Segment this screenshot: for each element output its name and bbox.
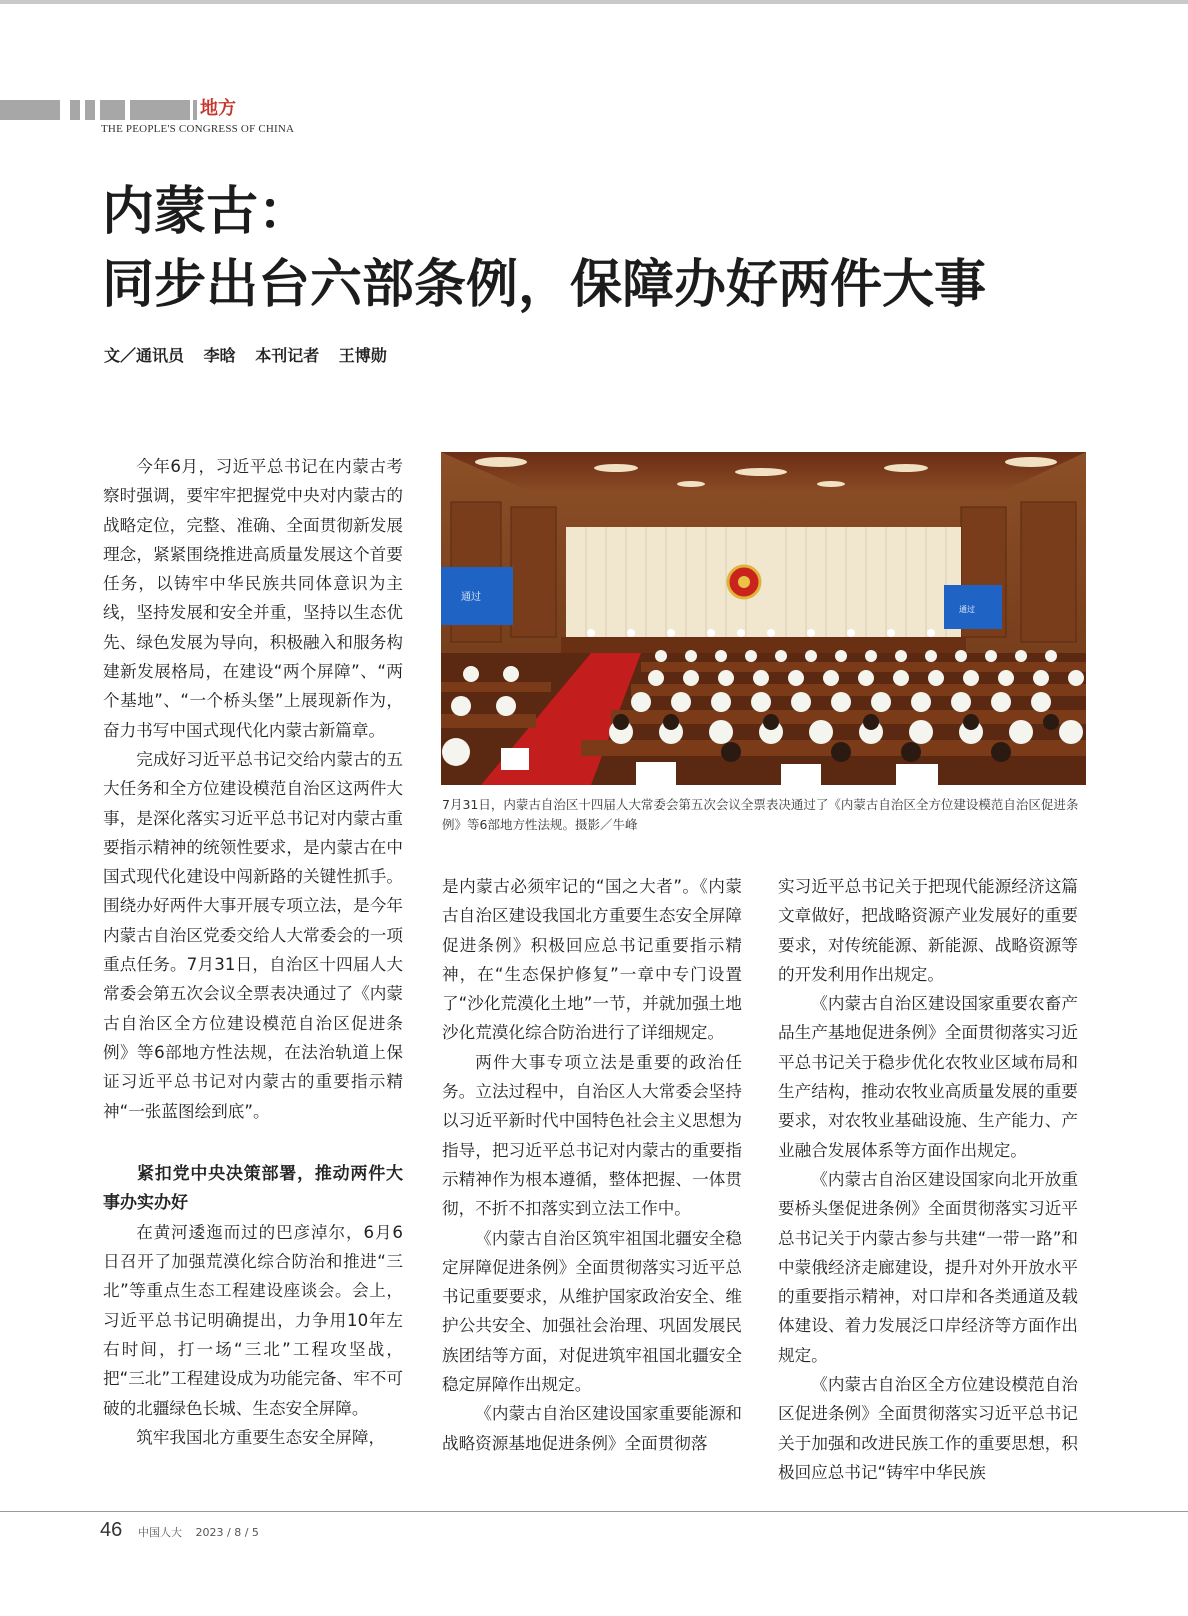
body-column-1 xyxy=(103,452,403,1452)
meeting-photo xyxy=(441,452,1086,785)
issue-date: 2023 / 8 / 5 xyxy=(195,1526,259,1539)
byline-author: 李晗 xyxy=(203,346,236,365)
subheading: 紧扣党中央决策部署，推动两件大事办实办好 xyxy=(103,1163,403,1213)
paragraph: 《内蒙古自治区建设国家向北开放重要桥头堡促进条例》全面贯彻落实习近平总书记关于内蒙古参与共建“一带一路”和中蒙俄经济走廊建设，提升对外开放水平的重要指示精神，对口岸和各类通道及载体建设、着力发展泛口岸经济等方面作出规定。 xyxy=(778,1169,1078,1365)
header-bar-decoration xyxy=(85,100,95,120)
magazine-subtitle: THE PEOPLE'S CONGRESS OF CHINA xyxy=(101,123,295,135)
article-title-line1: 内蒙古： xyxy=(102,182,311,242)
paragraph: 完成好习近平总书记交给内蒙古的五大任务和全方位建设模范自治区这两件大事，是深化落实习近平总书记对内蒙古重要指示精神的统领性要求，是内蒙古在中国式现代化建设中闯新路的关键性抓手。围绕办好两件大事开展专项立法，是今年内蒙古自治区党委交给人大常委会的一项重点任务。7月31日，自治区十四届人大常委会第五次会议全票表决通过了《内蒙古自治区全方位建设模范自治区促进条例》等6部地方性法规，在法治轨道上保证习近平总书记对内蒙古的重要指示精神“一张蓝图绘到底”。 xyxy=(103,749,403,1121)
byline-prefix: 文／通讯员 xyxy=(104,346,185,365)
screen-text: 通过 xyxy=(461,592,481,603)
paragraph: 《内蒙古自治区建设国家重要能源和战略资源基地促进条例》全面贯彻落 xyxy=(442,1404,742,1453)
header-bar-decoration xyxy=(100,100,125,120)
header-bar-decoration xyxy=(70,100,80,120)
paragraph: 筑牢我国北方重要生态安全屏障， xyxy=(136,1427,386,1447)
page-number: 46 xyxy=(100,1519,123,1541)
header-bar-decoration xyxy=(0,100,60,120)
footer-info xyxy=(138,1524,269,1540)
top-rule xyxy=(0,0,1188,4)
paragraph: 两件大事专项立法是重要的政治任务。立法过程中，自治区人大常委会坚持以习近平新时代中国特色社会主义思想为指导，把习近平总书记对内蒙古的重要指示精神作为根本遵循，整体把握、一体贯彻，不折不扣落实到立法工作中。 xyxy=(442,1052,742,1219)
paragraph: 今年6月，习近平总书记在内蒙古考察时强调，要牢牢把握党中央对内蒙古的战略定位，完整、准确、全面贯彻新发展理念，紧紧围绕推进高质量发展这个首要任务，以铸牢中华民族共同体意识为主线，坚持发展和安全并重，坚持以生态优先、绿色发展为导向，积极融入和服务构建新发展格局，在建设“两个屏障”、“两个基地”、“一个桥头堡”上展现新作为，奋力书写中国式现代化内蒙古新篇章。 xyxy=(103,457,403,740)
paragraph: 实习近平总书记关于把现代能源经济这篇文章做好，把战略资源产业发展好的重要要求，对传统能源、新能源、战略资源等的开发利用作出规定。 xyxy=(778,877,1078,984)
screen-text: 通过 xyxy=(959,605,975,614)
byline-role: 本刊记者 xyxy=(255,346,320,365)
footer-rule xyxy=(0,1511,1188,1512)
paragraph: 在黄河逶迤而过的巴彦淖尔，6月6日召开了加强荒漠化综合防治和推进“三北”等重点生态工程建设座谈会。会上，习近平总书记明确提出，力争用10年左右时间，打一场“三北”工程攻坚战，把“三北”工程建设成为功能完备、牢不可破的北疆绿色长城、生态安全屏障。 xyxy=(103,1222,403,1418)
header-bar-decoration xyxy=(193,100,197,120)
meeting-hall-illustration xyxy=(441,452,1086,785)
byline xyxy=(104,343,401,366)
paragraph: 是内蒙古必须牢记的“国之大者”。《内蒙古自治区建设我国北方重要生态安全屏障促进条例》积极回应总书记重要指示精神，在“生态保护修复”一章中专门设置了“沙化荒漠化土地”一节，并就加强土地沙化荒漠化综合防治进行了详细规定。 xyxy=(442,877,742,1043)
header-bar-decoration xyxy=(130,100,190,120)
body-column-3 xyxy=(778,872,1078,1487)
article-title-line2: 同步出台六部条例，保障办好两件大事 xyxy=(102,255,987,315)
byline-author: 王博勋 xyxy=(338,346,387,365)
paragraph: 《内蒙古自治区筑牢祖国北疆安全稳定屏障促进条例》全面贯彻落实习近平总书记重要要求，从维护国家政治安全、维护公共安全、加强社会治理、巩固发展民族团结等方面，对促进筑牢祖国北疆安全稳定屏障作出规定。 xyxy=(442,1228,742,1395)
paragraph: 《内蒙古自治区全方位建设模范自治区促进条例》全面贯彻落实习近平总书记关于加强和改进民族工作的重要思想，积极回应总书记“铸牢中华民族 xyxy=(778,1375,1078,1482)
magazine-name: 中国人大 xyxy=(138,1526,182,1539)
section-title: 地方 xyxy=(200,98,236,119)
body-column-2 xyxy=(442,872,742,1458)
photo-caption: 7月31日，内蒙古自治区十四届人大常委会第五次会议全票表决通过了《内蒙古自治区全方位建设模范自治区促进条例》等6部地方性法规。摄影／牛峰 xyxy=(442,797,1079,832)
paragraph: 《内蒙古自治区建设国家重要农畜产品生产基地促进条例》全面贯彻落实习近平总书记关于稳步优化农牧业区域布局和生产结构，推动农牧业高质量发展的重要要求，对农牧业基础设施、生产能力、产业融合发展体系等方面作出规定。 xyxy=(778,994,1078,1160)
